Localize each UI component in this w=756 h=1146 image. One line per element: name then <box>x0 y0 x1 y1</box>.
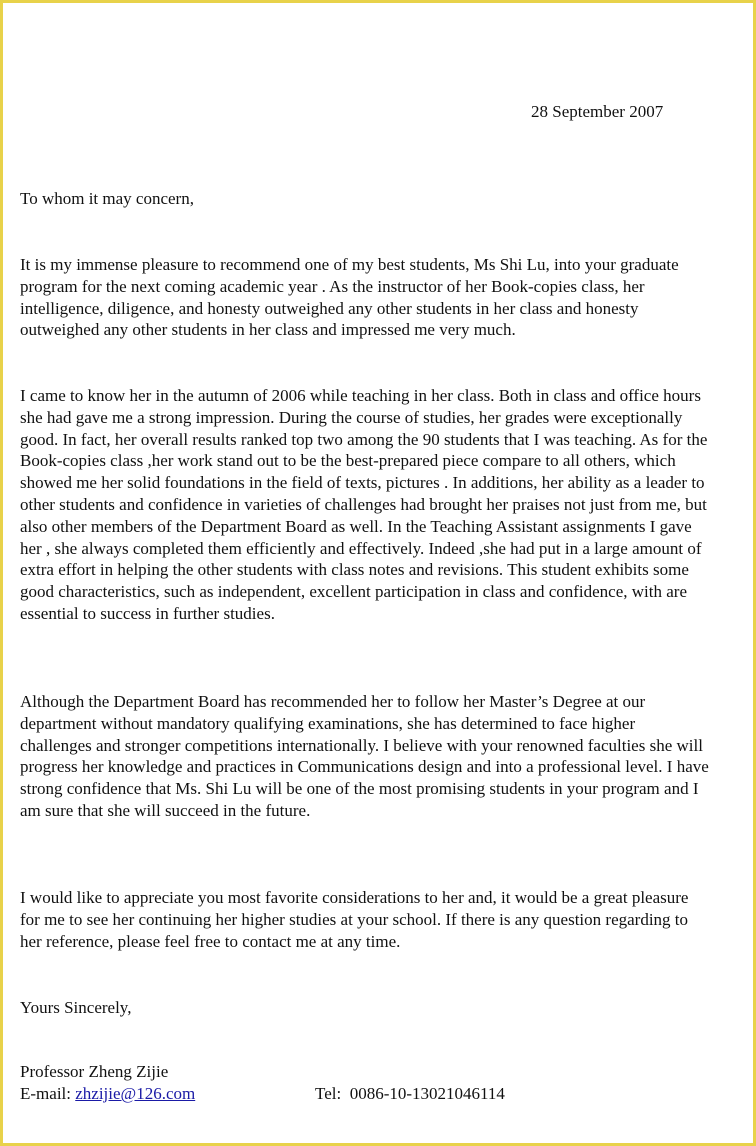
paragraph-recommendation: Although the Department Board has recommended her to follow her Master’s Degree at our department without mandatory qualifying examinations, she has determined to face higher challenges and stronger competitions internationally. I believe with your renowned faculties she will progress her knowledge and practices in Communications design and into a professional level. I have strong confidence that Ms. Shi Lu will be one of the most promising students in your program and I am sure that she will succeed in the future. <box>20 692 709 820</box>
email-link[interactable]: zhzijie@126.com <box>75 1084 196 1103</box>
paragraph-performance: I came to know her in the autumn of 2006 while teaching in her class. Both in class and office hours she had gave me a strong impression. During the course of studies, her grades were exceptionally good. In fact, her overall results ranked top two among the 90 students that I was teaching. As for the Book-copies class ,her work stand out to be the best-prepared piece compare to all others, which showed me her solid foundations in the field of texts, pictures . In additions, her ability as a leader to other students and confidence in varieties of challenges had brought her praises not just from me, but also other members of the Department Board as well. In the Teaching Assistant assignments I gave her , she always completed them efficiently and effectively. Indeed ,she had put in a large amount of extra effort in helping the other students with class notes and revisions. This student exhibits some good characteristics, such as independent, excellent participation in class and confidence, with are essential to success in further studies. <box>20 386 708 623</box>
tel-group <box>315 1083 505 1105</box>
closing: Yours Sincerely, <box>20 998 132 1017</box>
signature-name: Professor Zheng Zijie <box>20 1062 169 1081</box>
paragraph-conclusion: I would like to appreciate you most favorite considerations to her and, it would be a great pleasure for me to see her continuing her higher studies at your school. If there is any question regarding to her reference, please feel free to contact me at any time. <box>20 888 689 951</box>
tel-label: Tel: <box>315 1084 342 1103</box>
paragraph-introduction: It is my immense pleasure to recommend one of my best students, Ms Shi Lu, into your graduate program for the next coming academic year . As the instructor of her Book-copies class, her intelligence, diligence, and honesty outweighed any other students in her class and honesty outweighed any other students in her class and impressed me very much. <box>20 255 679 340</box>
tel-number: 0086-10-13021046114 <box>349 1084 505 1103</box>
contact-row <box>20 1083 720 1105</box>
letter-date: 28 September 2007 <box>531 102 664 121</box>
salutation: To whom it may concern, <box>20 189 194 208</box>
email-label: E-mail: <box>20 1084 71 1103</box>
